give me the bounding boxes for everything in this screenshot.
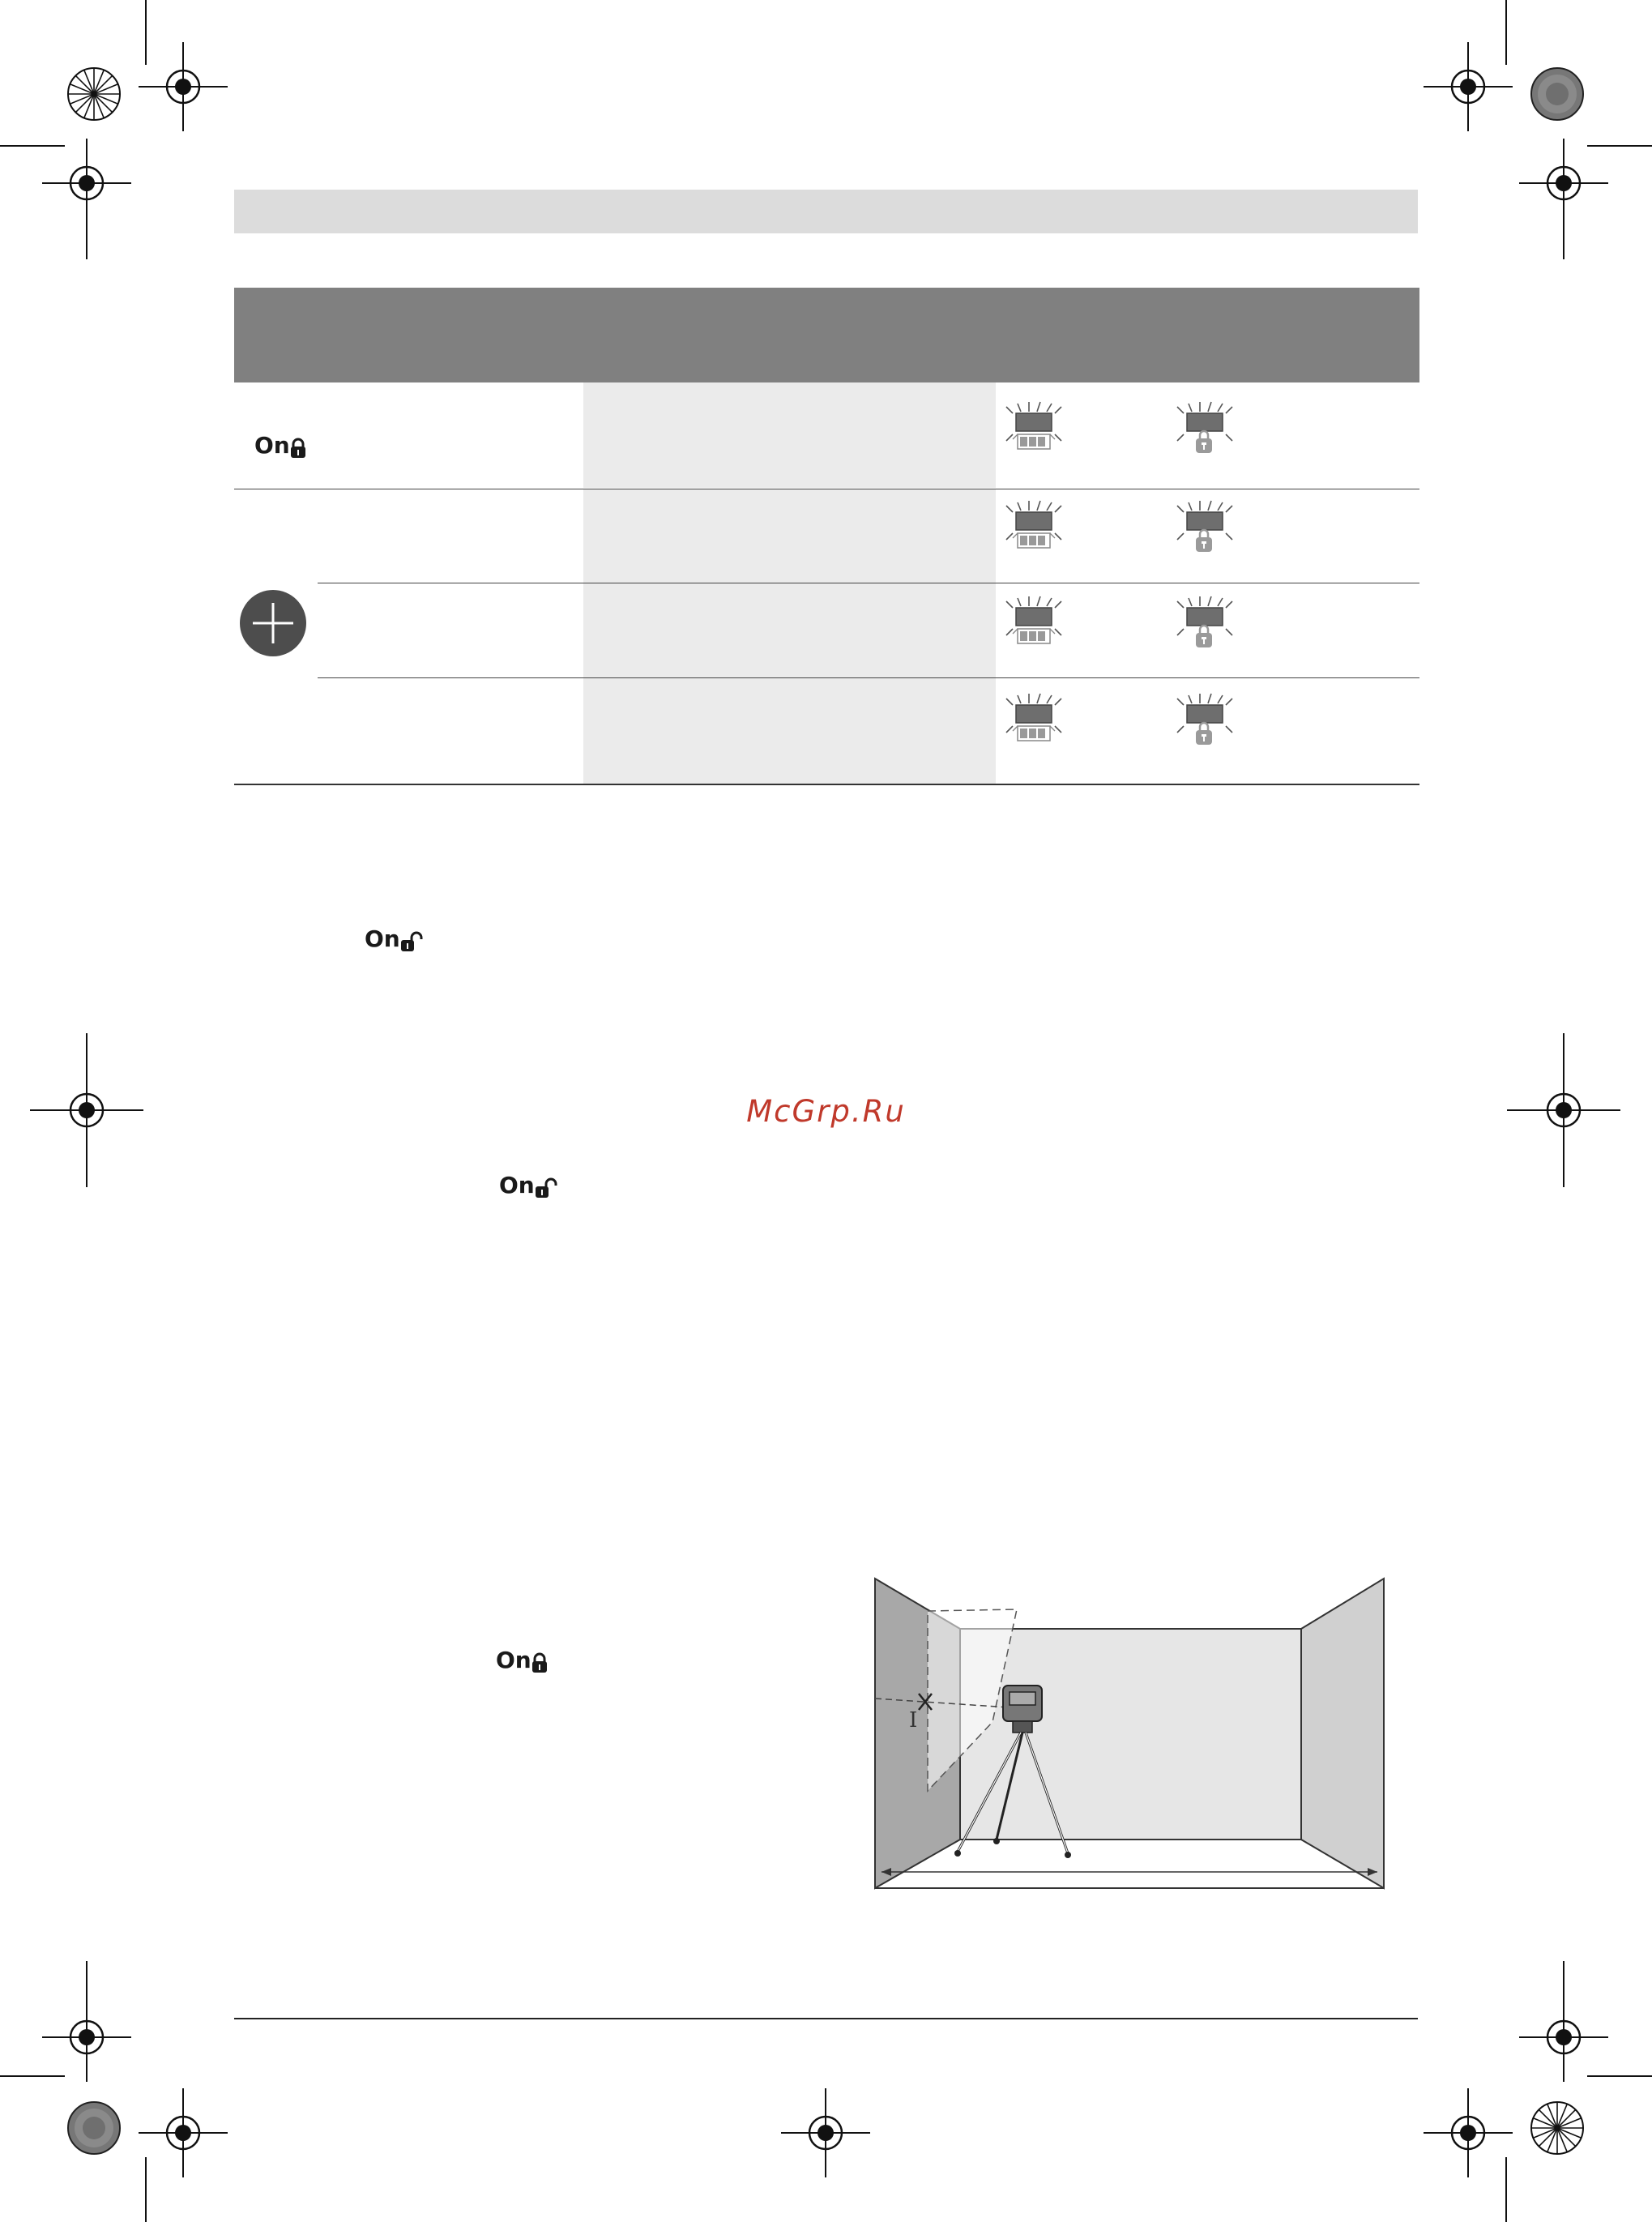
- laser-indicator-icon: [1177, 694, 1232, 745]
- laser-indicator-icon: [1006, 596, 1061, 643]
- laser-indicator-icon: [1006, 501, 1061, 548]
- on-unlock-label: [499, 1172, 559, 1199]
- crosshair-registration-icon: [1424, 2088, 1513, 2177]
- starburst-mark-icon: [1531, 2102, 1583, 2154]
- on-text: On: [254, 432, 290, 459]
- laser-indicator-icon: [1006, 694, 1061, 741]
- watermark: McGrp.Ru: [746, 1094, 906, 1129]
- figure-label: I: [909, 1708, 918, 1733]
- on-text: On: [496, 1647, 531, 1673]
- on-text: On: [365, 925, 400, 952]
- mottled-disc-icon: [68, 2102, 120, 2154]
- room-illustration: [867, 1564, 1394, 1904]
- crosshair-registration-icon: [139, 2088, 228, 2177]
- laser-indicator-icon: [1177, 402, 1232, 453]
- on-unlock-label: [365, 925, 425, 952]
- on-lock-label: [496, 1647, 548, 1673]
- laser-indicators-layer: [0, 0, 1652, 810]
- laser-indicator-icon: [1177, 501, 1232, 552]
- footer-rule: [234, 2018, 1418, 2019]
- on-text: On: [499, 1172, 535, 1199]
- unlock-icon: [535, 1177, 559, 1199]
- laser-indicator-icon: [1177, 596, 1232, 647]
- lock-icon: [531, 1652, 548, 1673]
- unlock-icon: [400, 931, 425, 952]
- laser-indicator-icon: [1006, 402, 1061, 449]
- crosshair-registration-icon: [781, 2088, 870, 2177]
